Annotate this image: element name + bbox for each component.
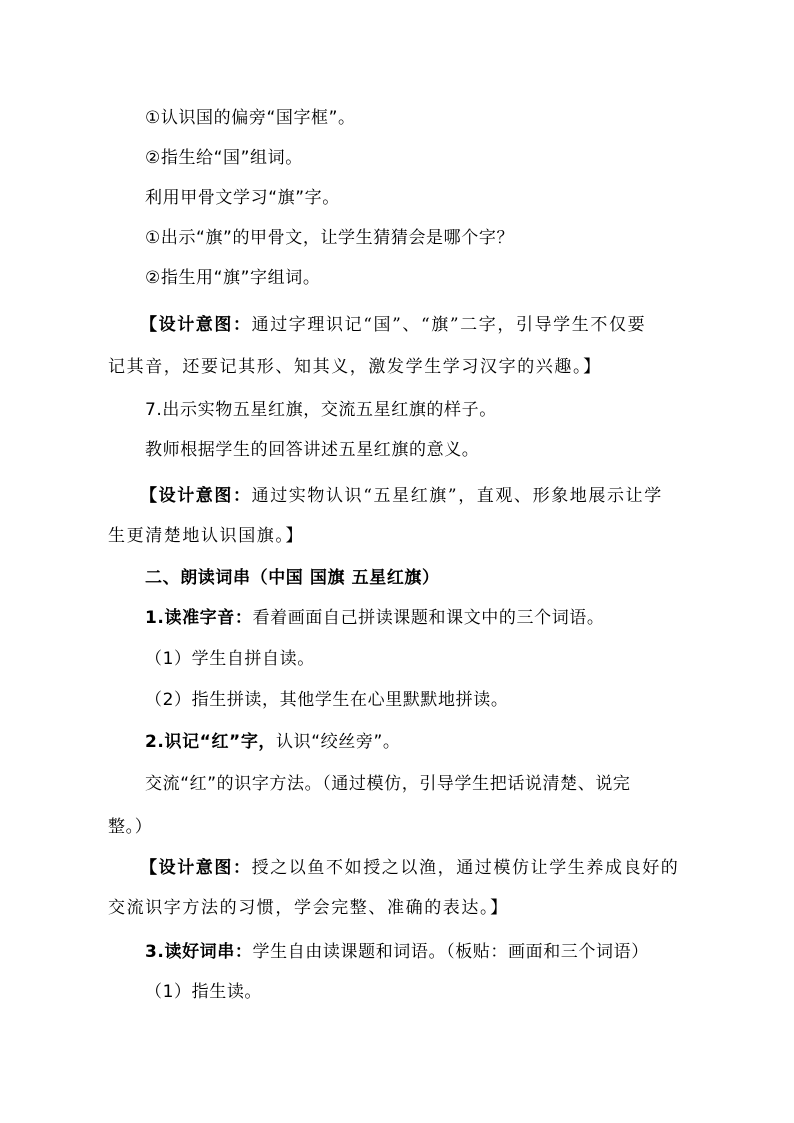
note-label: 【设计意图： (140, 858, 252, 878)
text-line: ①出示“旗”的甲骨文，让学生猜猜会是哪个字？ (145, 228, 515, 248)
note-label: 【设计意图： (140, 486, 252, 506)
section-heading: 二、朗读词串（中国 国旗 五星红旗） (145, 568, 440, 588)
numbered-item (145, 730, 400, 754)
item-text: 学生自由读课题和词语。（板贴：画面和三个词语） (252, 942, 649, 962)
note-text: 通过字理识记“国”、“旗”二字，引导学生不仅要 (251, 315, 647, 335)
note-text: 授之以鱼不如授之以渔，通过模仿让学生养成良好的 (251, 858, 680, 878)
item-text: 认识“绞丝旁”。 (276, 732, 401, 752)
text-line: 教师根据学生的回答讲述五星红旗的意义。 (145, 440, 480, 460)
design-intent-note-cont: 生更清楚地认识国旗。】 (108, 526, 305, 546)
design-intent-note (140, 484, 663, 508)
design-intent-note (140, 856, 679, 880)
item-label: 2.识记“红”字， (145, 732, 277, 752)
text-line: ②指生给“国”组词。 (145, 148, 303, 168)
item-label: 1.读准字音： (145, 608, 253, 628)
text-line: ①认识国的偏旁“国字框”。 (145, 108, 356, 128)
sub-item: （2）指生拼读，其他学生在心里默默地拼读。 (145, 690, 509, 710)
text-line-cont: 整。） (108, 817, 153, 837)
numbered-item (145, 606, 605, 630)
design-intent-note (140, 313, 646, 337)
design-intent-note-cont: 记其音，还要记其形、知其义，激发学生学习汉字的兴趣。】 (108, 357, 602, 377)
design-intent-note-cont: 交流识字方法的习惯，学会完整、准确的表达。】 (108, 898, 509, 918)
note-text: 通过实物认识“五星红旗”，直观、形象地展示让学 (251, 486, 663, 506)
text-line: 7.出示实物五星红旗，交流五星红旗的样子。 (145, 400, 497, 420)
sub-item: （1）指生读。 (145, 982, 263, 1002)
item-text: 看着画面自己拼读课题和课文中的三个词语。 (252, 608, 605, 628)
numbered-item (145, 940, 649, 964)
item-label: 3.读好词串： (145, 942, 253, 962)
sub-item: （1）学生自拼自读。 (145, 649, 315, 669)
text-line: 交流“红”的识字方法。（通过模仿，引导学生把话说清楚、说完 (145, 774, 631, 794)
text-line: 利用甲骨文学习“旗”字。 (145, 188, 340, 208)
note-label: 【设计意图： (140, 315, 252, 335)
text-line: ②指生用“旗”字组词。 (145, 268, 321, 288)
